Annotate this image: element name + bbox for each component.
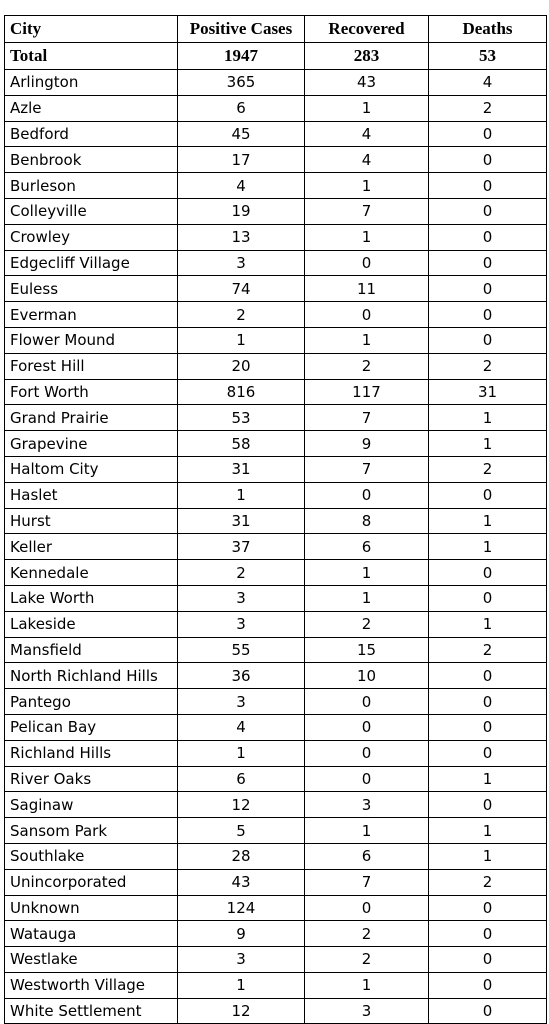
cell-positive-cases: 43 <box>178 869 305 895</box>
cell-deaths: 1 <box>429 611 547 637</box>
cell-city: River Oaks <box>5 766 178 792</box>
table-row <box>5 689 547 715</box>
cell-recovered: 6 <box>305 843 429 869</box>
cell-city: Lakeside <box>5 611 178 637</box>
cell-recovered: 0 <box>305 250 429 276</box>
cell-city: Grapevine <box>5 431 178 457</box>
table-row <box>5 405 547 431</box>
cell-city: Haslet <box>5 482 178 508</box>
cell-deaths: 1 <box>429 508 547 534</box>
cell-positive-cases: 5 <box>178 818 305 844</box>
table-row <box>5 766 547 792</box>
cell-city: Sansom Park <box>5 818 178 844</box>
cell-positive-cases: 12 <box>178 792 305 818</box>
cell-recovered: 0 <box>305 895 429 921</box>
cell-recovered: 43 <box>305 70 429 96</box>
cell-positive-cases: 816 <box>178 379 305 405</box>
cell-deaths: 2 <box>429 637 547 663</box>
cell-positive-cases: 3 <box>178 611 305 637</box>
cell-deaths: 0 <box>429 147 547 173</box>
table-row <box>5 972 547 998</box>
cell-deaths: 0 <box>429 947 547 973</box>
cell-deaths: 0 <box>429 998 547 1024</box>
cell-recovered: 2 <box>305 947 429 973</box>
cell-deaths: 4 <box>429 70 547 96</box>
cell-positive-cases: 12 <box>178 998 305 1024</box>
cell-city: Keller <box>5 534 178 560</box>
cell-recovered: 7 <box>305 198 429 224</box>
table-row <box>5 198 547 224</box>
cell-city: North Richland Hills <box>5 663 178 689</box>
cell-recovered: 1 <box>305 560 429 586</box>
cell-city: Arlington <box>5 70 178 96</box>
cell-deaths: 0 <box>429 121 547 147</box>
cell-recovered: 3 <box>305 792 429 818</box>
table-row <box>5 456 547 482</box>
cell-city: Edgecliff Village <box>5 250 178 276</box>
cell-recovered: 0 <box>305 482 429 508</box>
table-row <box>5 869 547 895</box>
case-table-container <box>4 15 546 1024</box>
cell-deaths: 1 <box>429 431 547 457</box>
table-row <box>5 173 547 199</box>
cell-positive-cases: 20 <box>178 353 305 379</box>
table-body <box>5 43 547 1024</box>
cell-positive-cases: 31 <box>178 508 305 534</box>
cell-positive-cases: 6 <box>178 766 305 792</box>
cell-positive-cases: 124 <box>178 895 305 921</box>
cell-positive-cases: 365 <box>178 70 305 96</box>
cell-deaths: 0 <box>429 740 547 766</box>
total-deaths: 53 <box>429 43 547 70</box>
cell-deaths: 0 <box>429 276 547 302</box>
cell-city: Flower Mound <box>5 327 178 353</box>
cell-positive-cases: 13 <box>178 224 305 250</box>
cell-city: Lake Worth <box>5 585 178 611</box>
cell-deaths: 0 <box>429 482 547 508</box>
cell-city: Richland Hills <box>5 740 178 766</box>
cell-recovered: 0 <box>305 689 429 715</box>
table-row <box>5 276 547 302</box>
cell-positive-cases: 9 <box>178 921 305 947</box>
cell-city: Euless <box>5 276 178 302</box>
cell-recovered: 7 <box>305 456 429 482</box>
cell-deaths: 0 <box>429 198 547 224</box>
table-row <box>5 534 547 560</box>
table-row <box>5 302 547 328</box>
cell-recovered: 0 <box>305 766 429 792</box>
cell-deaths: 0 <box>429 895 547 921</box>
cell-positive-cases: 36 <box>178 663 305 689</box>
cell-city: Unknown <box>5 895 178 921</box>
cell-positive-cases: 74 <box>178 276 305 302</box>
cell-city: Colleyville <box>5 198 178 224</box>
cell-deaths: 1 <box>429 766 547 792</box>
cell-recovered: 0 <box>305 714 429 740</box>
cell-deaths: 0 <box>429 250 547 276</box>
cell-city: Haltom City <box>5 456 178 482</box>
cell-city: Fort Worth <box>5 379 178 405</box>
cell-deaths: 0 <box>429 921 547 947</box>
table-row <box>5 121 547 147</box>
cell-deaths: 2 <box>429 456 547 482</box>
table-row <box>5 921 547 947</box>
cell-deaths: 0 <box>429 663 547 689</box>
cell-city: Unincorporated <box>5 869 178 895</box>
cell-recovered: 1 <box>305 585 429 611</box>
cell-recovered: 1 <box>305 327 429 353</box>
cell-deaths: 2 <box>429 353 547 379</box>
cell-positive-cases: 1 <box>178 482 305 508</box>
table-row <box>5 637 547 663</box>
cell-deaths: 1 <box>429 818 547 844</box>
table-row <box>5 895 547 921</box>
table-row <box>5 818 547 844</box>
cell-deaths: 0 <box>429 792 547 818</box>
table-row <box>5 560 547 586</box>
table-row <box>5 379 547 405</box>
cell-deaths: 1 <box>429 843 547 869</box>
table-row <box>5 224 547 250</box>
cell-recovered: 1 <box>305 972 429 998</box>
cell-city: Grand Prairie <box>5 405 178 431</box>
cell-deaths: 0 <box>429 173 547 199</box>
cell-positive-cases: 1 <box>178 972 305 998</box>
cell-positive-cases: 55 <box>178 637 305 663</box>
cell-city: Saginaw <box>5 792 178 818</box>
cell-recovered: 1 <box>305 818 429 844</box>
table-row <box>5 482 547 508</box>
table-row <box>5 843 547 869</box>
cell-city: White Settlement <box>5 998 178 1024</box>
table-row <box>5 70 547 96</box>
cell-positive-cases: 3 <box>178 689 305 715</box>
header-city: City <box>5 16 178 43</box>
total-recovered: 283 <box>305 43 429 70</box>
cell-recovered: 0 <box>305 740 429 766</box>
cell-city: Crowley <box>5 224 178 250</box>
cell-positive-cases: 3 <box>178 585 305 611</box>
cell-city: Kennedale <box>5 560 178 586</box>
cell-positive-cases: 37 <box>178 534 305 560</box>
cell-recovered: 6 <box>305 534 429 560</box>
cell-positive-cases: 1 <box>178 327 305 353</box>
table-row <box>5 508 547 534</box>
table-row <box>5 327 547 353</box>
cell-city: Watauga <box>5 921 178 947</box>
cell-recovered: 11 <box>305 276 429 302</box>
cell-recovered: 1 <box>305 95 429 121</box>
cell-recovered: 3 <box>305 998 429 1024</box>
cell-recovered: 2 <box>305 921 429 947</box>
cell-recovered: 1 <box>305 224 429 250</box>
cell-positive-cases: 17 <box>178 147 305 173</box>
cell-deaths: 0 <box>429 224 547 250</box>
cell-recovered: 8 <box>305 508 429 534</box>
table-row <box>5 95 547 121</box>
cell-city: Southlake <box>5 843 178 869</box>
cell-deaths: 2 <box>429 95 547 121</box>
table-row <box>5 740 547 766</box>
cell-recovered: 4 <box>305 147 429 173</box>
cell-recovered: 0 <box>305 302 429 328</box>
cell-recovered: 2 <box>305 353 429 379</box>
cell-city: Mansfield <box>5 637 178 663</box>
cell-deaths: 0 <box>429 689 547 715</box>
cell-city: Forest Hill <box>5 353 178 379</box>
cell-positive-cases: 45 <box>178 121 305 147</box>
header-positive-cases: Positive Cases <box>178 16 305 43</box>
cell-city: Everman <box>5 302 178 328</box>
cell-positive-cases: 2 <box>178 560 305 586</box>
cell-positive-cases: 1 <box>178 740 305 766</box>
cell-deaths: 31 <box>429 379 547 405</box>
total-row <box>5 43 547 70</box>
header-recovered: Recovered <box>305 16 429 43</box>
cell-deaths: 1 <box>429 534 547 560</box>
table-row <box>5 585 547 611</box>
cell-city: Bedford <box>5 121 178 147</box>
table-row <box>5 792 547 818</box>
table-row <box>5 947 547 973</box>
cell-positive-cases: 31 <box>178 456 305 482</box>
cell-city: Hurst <box>5 508 178 534</box>
cell-positive-cases: 53 <box>178 405 305 431</box>
cell-deaths: 0 <box>429 585 547 611</box>
table-row <box>5 431 547 457</box>
cell-recovered: 15 <box>305 637 429 663</box>
cell-city: Pelican Bay <box>5 714 178 740</box>
table-row <box>5 611 547 637</box>
cell-recovered: 2 <box>305 611 429 637</box>
cell-deaths: 0 <box>429 327 547 353</box>
cell-positive-cases: 4 <box>178 173 305 199</box>
cell-recovered: 1 <box>305 173 429 199</box>
cell-positive-cases: 58 <box>178 431 305 457</box>
cell-positive-cases: 28 <box>178 843 305 869</box>
total-positive-cases: 1947 <box>178 43 305 70</box>
cell-positive-cases: 6 <box>178 95 305 121</box>
table-row <box>5 353 547 379</box>
cell-city: Westlake <box>5 947 178 973</box>
cell-deaths: 0 <box>429 714 547 740</box>
cell-city: Westworth Village <box>5 972 178 998</box>
cell-deaths: 1 <box>429 405 547 431</box>
table-header <box>5 16 547 43</box>
cell-deaths: 0 <box>429 972 547 998</box>
cell-positive-cases: 3 <box>178 947 305 973</box>
header-row <box>5 16 547 43</box>
cell-city: Pantego <box>5 689 178 715</box>
cell-city: Azle <box>5 95 178 121</box>
cell-positive-cases: 2 <box>178 302 305 328</box>
cell-city: Benbrook <box>5 147 178 173</box>
header-deaths: Deaths <box>429 16 547 43</box>
cell-recovered: 10 <box>305 663 429 689</box>
cell-recovered: 9 <box>305 431 429 457</box>
total-label: Total <box>5 43 178 70</box>
cell-positive-cases: 3 <box>178 250 305 276</box>
table-row <box>5 998 547 1024</box>
table-row <box>5 250 547 276</box>
cell-recovered: 4 <box>305 121 429 147</box>
table-row <box>5 147 547 173</box>
cell-deaths: 2 <box>429 869 547 895</box>
cell-recovered: 117 <box>305 379 429 405</box>
cell-deaths: 0 <box>429 560 547 586</box>
cell-recovered: 7 <box>305 869 429 895</box>
table-row <box>5 714 547 740</box>
table-row <box>5 663 547 689</box>
cell-deaths: 0 <box>429 302 547 328</box>
cell-city: Burleson <box>5 173 178 199</box>
cell-recovered: 7 <box>305 405 429 431</box>
cell-positive-cases: 4 <box>178 714 305 740</box>
cell-positive-cases: 19 <box>178 198 305 224</box>
covid-case-table <box>4 15 547 1024</box>
